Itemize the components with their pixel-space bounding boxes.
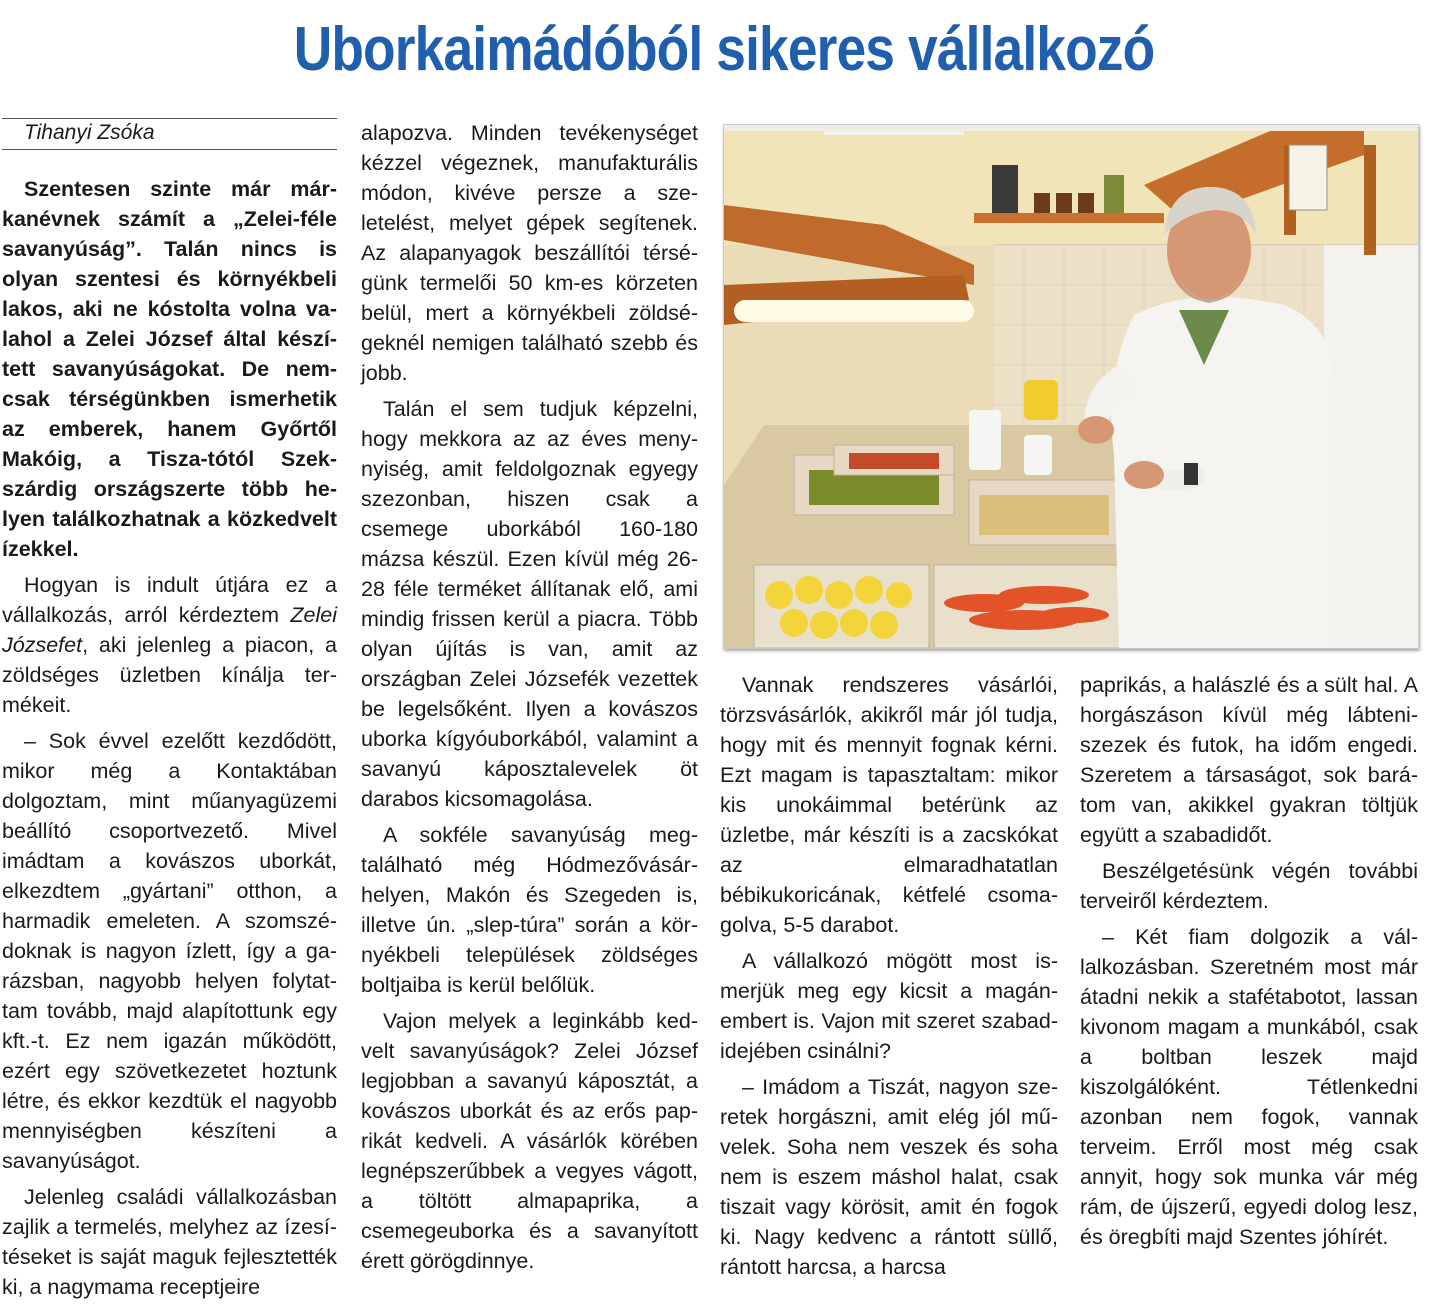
column-1 [2, 118, 337, 1308]
paragraph-7: Vannak rendszeres vásárlói, törzsvásárlók, akikről már jól tudja, hogy mit és mennyit fognak kérni. Ezt magam is tapasztaltam: mikor kis unokáimmal betérünk az üzletbe, már készíti is a zacskókat az elmaradhatatlan bébikukoricának, kétfelé csomagolva, 5-5 darabot. [720, 673, 1058, 937]
paragraph-1-a: Hogyan is indult útjára ez a vállalkozás, arról kérdeztem [2, 573, 337, 627]
paragraph-3-start: Jelenleg családi vállalkozásban zajlik a termelés, melyhez az ízesítéseket is saját maguk fejlesztették ki, a nagymama receptjeire [2, 1185, 337, 1299]
paragraph-6: Vajon melyek a leginkább kedvelt savanyúságok? Zelei József legjobban a savanyú káposztát, a kovászos uborkát és az erős paprikát kedveli. A vásárlók körében legnépszerűbbek a vegyes vágott, a töltött almapaprika, a csemegeuborka és a savanyított érett görögdinnye. [361, 1009, 698, 1273]
paragraph-2: – Sok évvel ezelőtt kezdődött, mikor még a Kontaktában dolgoztam, mint műanyagüzemi beállító csoportvezető. Mivel imádtam a kovászos uborkát, elkezdtem „gyártani” otthon, a harmadik emeleten. A szomszédoknak is nagyon ízlett, így a garázsban, nagyobb helyen folytattam tovább, majd alapítottunk egy kft.-t. Ez nem igazán működött, ezért egy szövetkezetet hoztunk létre, és ekkor kezdtük el nagyobb mennyiségben készíteni a savanyúságot. [2, 729, 337, 1173]
paragraph-1-b: , aki jelenleg a piacon, a zöldséges üzletben kínálja termékeit. [2, 633, 337, 717]
paragraph-8: A vállalkozó mögött most ismerjük meg egy kicsit a magánembert is. Vajon mit szeret szabadidejében csinálni? [720, 949, 1058, 1063]
paragraph-4: Talán el sem tudjuk képzelni, hogy mekkora az az éves menynyiség, amit feldolgoznak egyegy szezonban, hiszen csak a csemege uborkából 160-180 mázsa készül. Ezen kívül még 26-28 féle terméket állítanak elő, ami mindig frissen kerül a piacra. Több olyan újítás is van, amit az országban Zelei Józsefék vezettek be legelsőként. Ilyen a kovászos uborka kígyóuborkából, valamint a savanyú káposztalevelek öt darabos kicsomagolása. [361, 397, 698, 811]
paragraph-5: A sokféle savanyúság megtalálható még Hódmezővásárhelyen, Makón és Szegeden is, illetve ún. „slep-túra” során a környékbeli települések zöldséges boltjaiba is kerül belőlük. [361, 823, 698, 997]
headline: Uborkaimádóból sikeres vállalkozó [293, 15, 1155, 84]
paragraph-3-continued: alapozva. Minden tevékenységet kézzel végeznek, manufakturális módon, kivéve persze a szeletelést, melyet gépek segítenek. Az alapanyagok beszállítói térségünk termelői 50 km-es körzeten belül, mert a környékbeli zöldségeknél nemigen található szebb és jobb. [361, 121, 698, 385]
photo-illustration [724, 125, 1418, 648]
paragraph-9-start: – Imádom a Tiszát, nagyon szeretek horgászni, amit elég jól művelek. Soha nem veszek és soha nem is eszem máshol halat, csak tiszait vagy körösit, amit én fogok ki. Nagy kedvenc a rántott süllő, rántott harcsa, a harcsa [720, 1075, 1058, 1279]
column-4 [1080, 670, 1418, 1258]
interviewee-name: Zelei Józsefet [2, 603, 337, 657]
paragraph-1 [2, 570, 337, 720]
article-photo [723, 124, 1419, 649]
paragraph-11: – Két fiam dolgozik a vállalkozásban. Szeretném most már átadni nekik a stafétabotot, lassan kivonom magam a munkából, csak a boltban leszek majd kiszolgálóként. Tétlenkedni azonban nem fogok, vannak terveim. Erről most még csak annyit, hogy sok munka vár még rám, de újszerű, egyedi dolog lesz, és öregbíti majd Szentes jóhírét. [1080, 925, 1418, 1249]
paragraph-10: Beszélgetésünk végén további terveiről kérdeztem. [1080, 859, 1418, 913]
column-2 [361, 118, 698, 1282]
column-3 [720, 670, 1058, 1288]
lead-paragraph: Szentesen szinte már márkanévnek számít a „Zelei-féle savanyúság”. Talán nincs is olyan szentesi és környékbeli lakos, aki ne kóstolta volna valahol a Zelei József által készített savanyúságokat. De nemcsak térségünkben ismerhetik az emberek, hanem Győrtől Makóig, a Tisza-tótól Szekszárdig országszerte több helyen találkozhatnak a közkedvelt ízekkel. [2, 177, 337, 561]
paragraph-9-continued: paprikás, a halászlé és a sült hal. A horgászáson kívül még lábteniszezek és futok, ha időm engedi. Szeretem a társaságot, sok barátom van, akikkel gyakran töltjük együtt a szabadidőt. [1080, 673, 1418, 847]
author-byline: Tihanyi Zsóka [2, 118, 337, 150]
